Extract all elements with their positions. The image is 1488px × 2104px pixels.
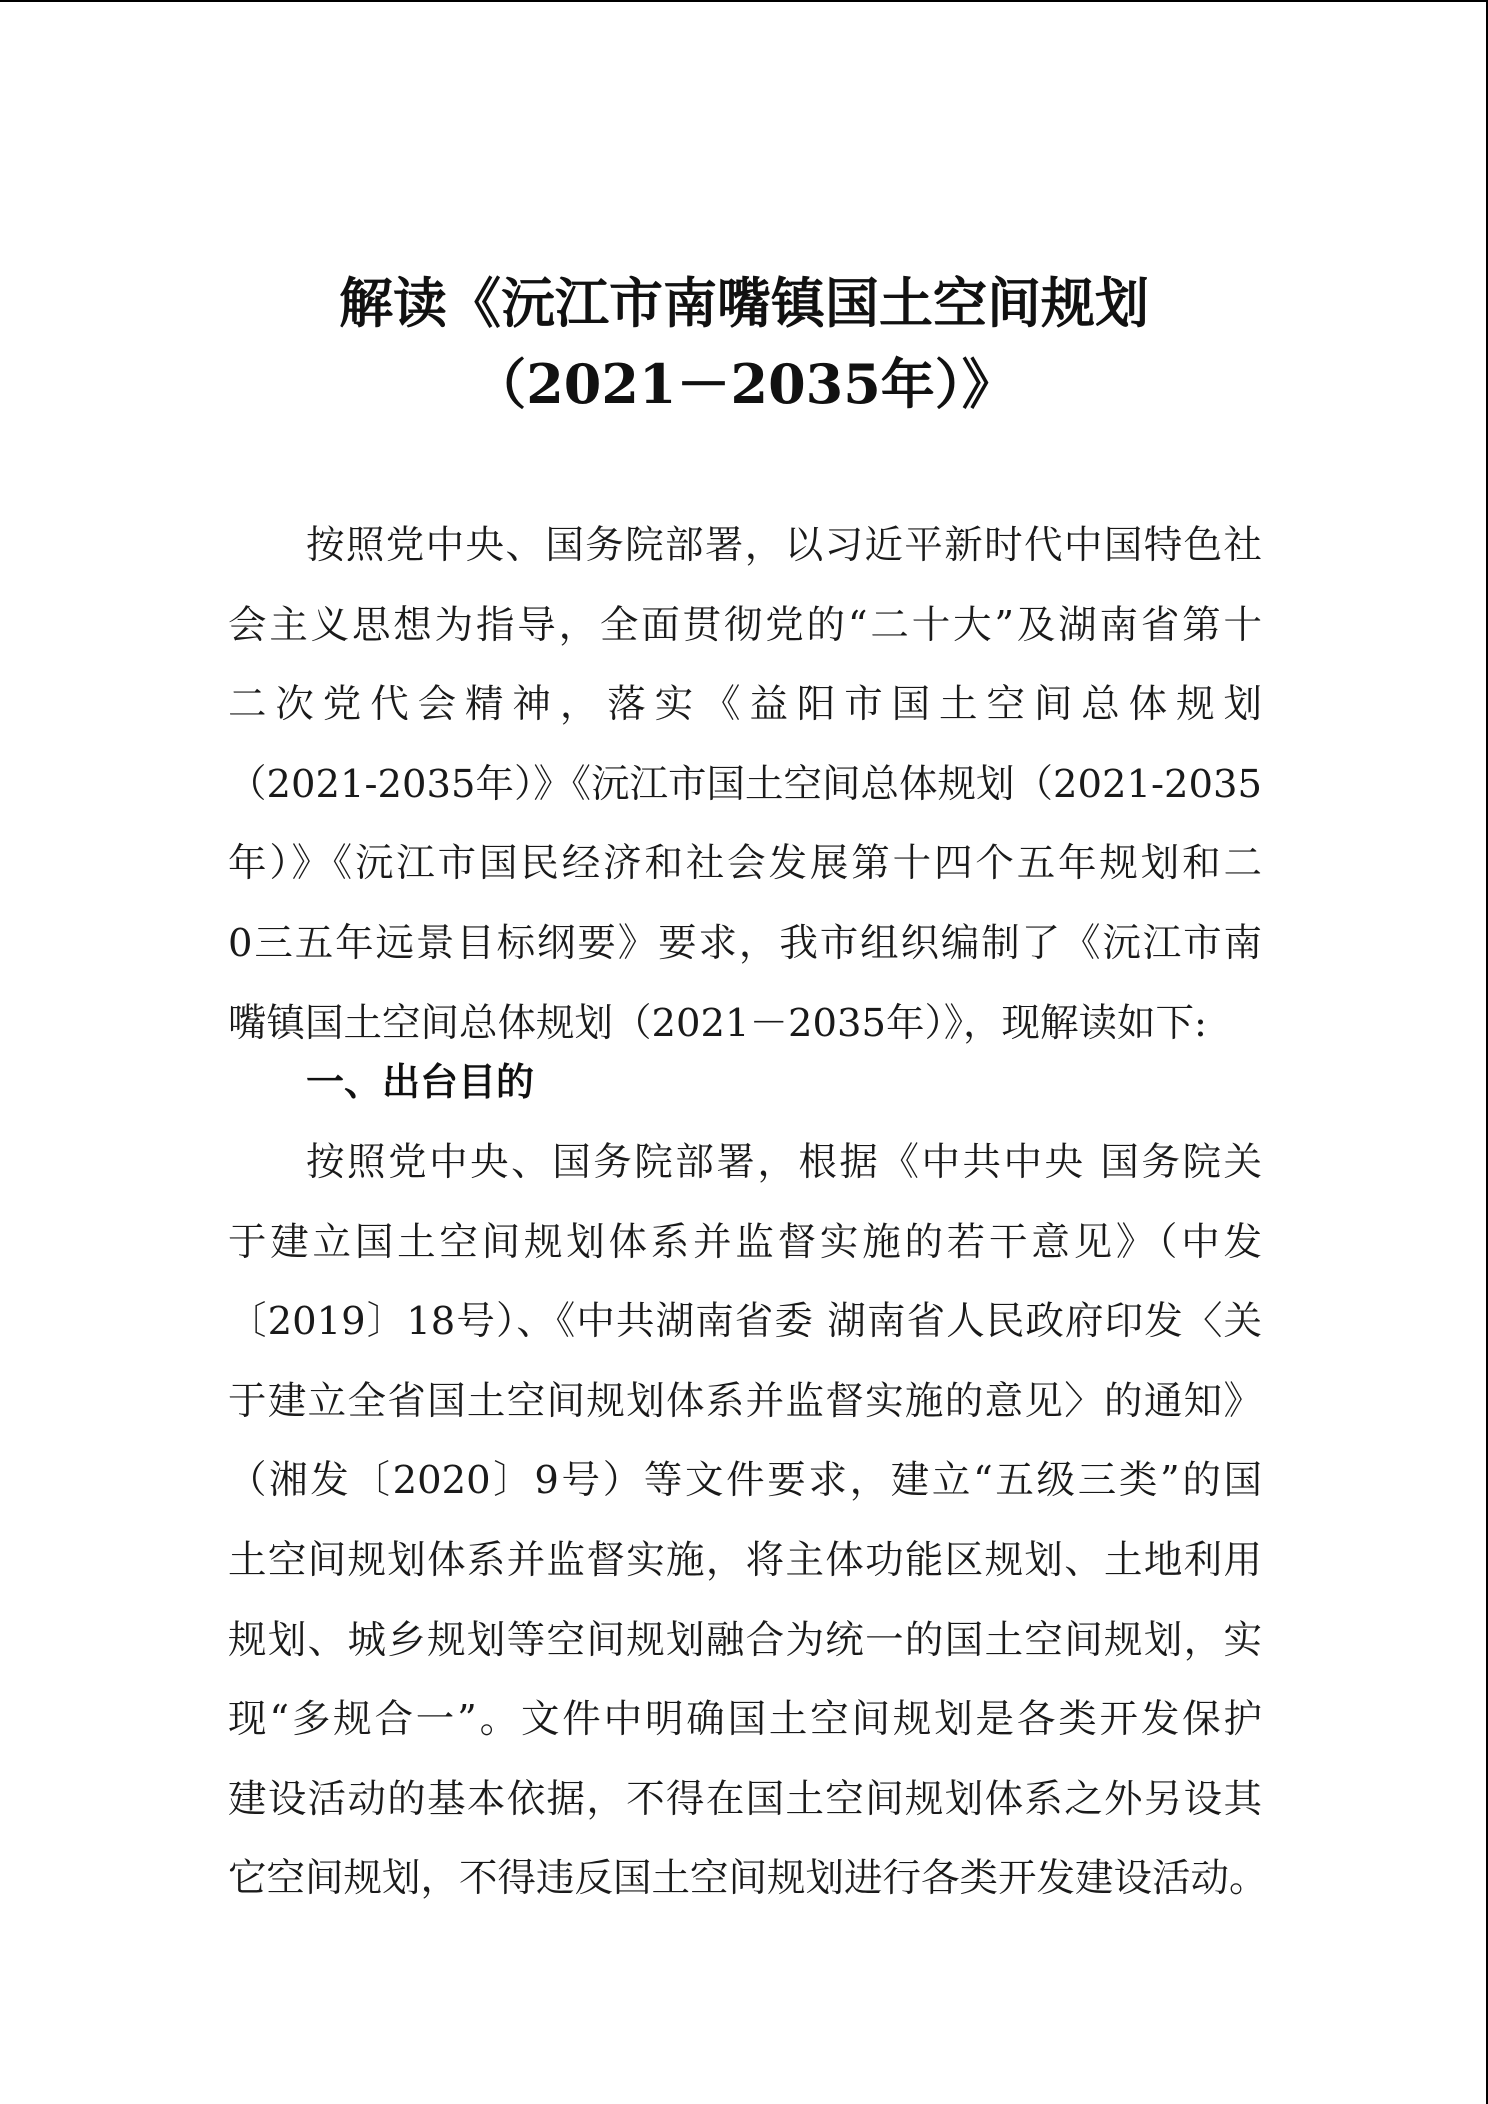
paragraph-line: 嘴镇国土空间总体规划（2021－2035年）》，现解读如下:: [228, 1000, 1207, 1046]
paragraph-line: 建设活动的基本依据，不得在国土空间规划体系之外另设其: [228, 1776, 1262, 1822]
paragraph-line: 会主义思想为指导，全面贯彻党的“二十大”及湖南省第十: [228, 602, 1262, 648]
paragraph-line: 〔2019〕18号）、《中共湖南省委 湖南省人民政府印发〈关: [228, 1299, 1262, 1345]
paragraph-line: 按照党中央、国务院部署，以习近平新时代中国特色社: [306, 523, 1262, 568]
paragraph-line: （2021-2035年）》《沅江市国土空间总体规划（2021-2035: [228, 761, 1262, 807]
section-heading-purpose: 一、出台目的: [306, 1060, 535, 1104]
purpose-paragraph: [228, 1123, 1268, 1919]
paragraph-line: 于建立国土空间规划体系并监督实施的若干意见》（中发: [228, 1219, 1262, 1265]
document-title-line-1: 解读《沅江市南嘴镇国土空间规划: [339, 271, 1149, 335]
paragraph-line: 土空间规划体系并监督实施，将主体功能区规划、土地利用: [228, 1537, 1262, 1583]
paragraph-line: 0三五年远景目标纲要》要求，我市组织编制了《沅江市南: [228, 920, 1262, 966]
paragraph-line: 二次党代会精神，落实《益阳市国土空间总体规划: [228, 682, 1262, 728]
paragraph-line: 按照党中央、国务院部署，根据《中共中央 国务院关: [306, 1140, 1262, 1185]
paragraph-line: 现“多规合一”。文件中明确国土空间规划是各类开发保护: [228, 1697, 1262, 1743]
paragraph-line: 规划、城乡规划等空间规划融合为统一的国土空间规划，实: [228, 1617, 1262, 1663]
document-title-line-2: （2021－2035年）》: [472, 352, 1016, 416]
intro-paragraph: [228, 506, 1262, 1063]
paragraph-line: 年）》《沅江市国民经济和社会发展第十四个五年规划和二: [228, 841, 1262, 887]
paragraph-line: 它空间规划，不得违反国土空间规划进行各类开发建设活动。: [228, 1856, 1268, 1902]
paragraph-line: （湘发〔2020〕9号）等文件要求，建立“五级三类”的国: [228, 1458, 1262, 1504]
paragraph-line: 于建立全省国土空间规划体系并监督实施的意见〉的通知》: [228, 1378, 1262, 1424]
